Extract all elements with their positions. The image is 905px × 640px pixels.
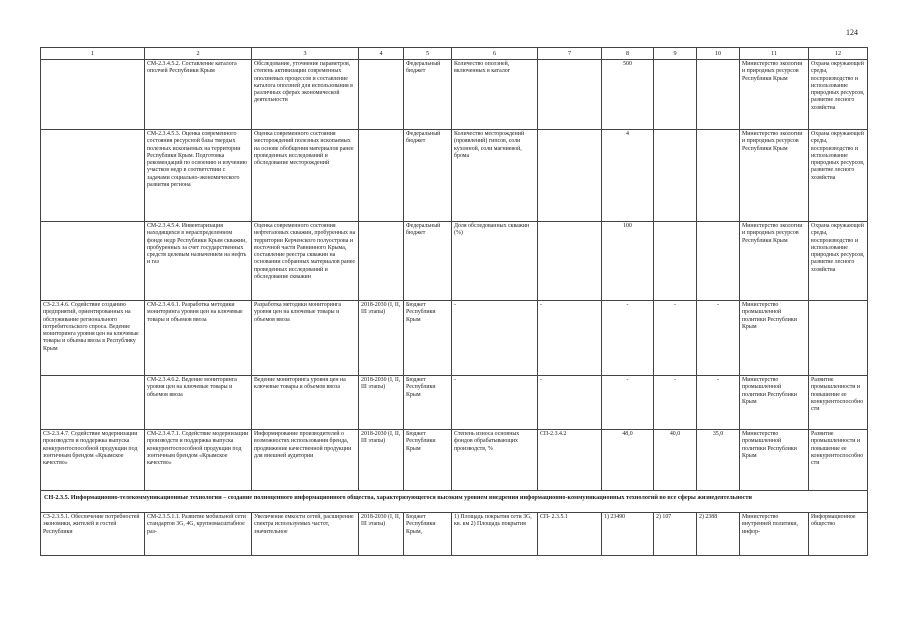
cell-col-5: Федеральный бюджет: [404, 130, 452, 222]
header-cell-11: 11: [740, 48, 809, 60]
cell-col-10: 35,0: [697, 430, 740, 491]
table-row: [41, 222, 868, 301]
cell-col-3: Увеличение емкости сетей, расширение спектра используемых частот, значительное: [252, 513, 359, 556]
cell-col-6: 1) Площадь покрытия сети 3G, кв. км 2) Площадь покрытия: [452, 513, 538, 556]
cell-col-12: Охрана окружающей среды, воспроизводство и использование природных ресурсов, развитие лесного хозяйства: [809, 130, 868, 222]
cell-col-11: Министерство внутренней политики, инфор-: [740, 513, 809, 556]
cell-col-2: СМ-2.3.4.6.2. Ведение мониторинга уровня цен на ключевые товары и объемов ввоза: [145, 376, 252, 430]
header-cell-1: 1: [41, 48, 145, 60]
cell-col-1: [41, 376, 145, 430]
cell-col-11: Министерство экологии и природных ресурсов Республики Крым: [740, 60, 809, 130]
cell-col-10: [697, 222, 740, 301]
cell-col-7: -: [538, 301, 602, 376]
cell-col-8: -: [602, 376, 654, 430]
cell-col-9: -: [654, 301, 697, 376]
cell-col-11: Министерство промышленной политики Республики Крым: [740, 301, 809, 376]
cell-col-6: Количество месторождений (проявлений) гипсов, соли кухонной, соли магниевой, брома: [452, 130, 538, 222]
cell-col-5: Бюджет Республики Крым: [404, 376, 452, 430]
table-row: [41, 376, 868, 430]
cell-col-2: СМ-2.3.4.5.2. Составление каталога ополчей Республики Крым: [145, 60, 252, 130]
cell-col-10: [697, 130, 740, 222]
cell-col-12: Развитие промышленности и повышение ее конкурентоспособности: [809, 376, 868, 430]
cell-col-8: 1) 23490: [602, 513, 654, 556]
cell-col-12: Информационное общество: [809, 513, 868, 556]
cell-col-4: [359, 60, 404, 130]
table-row: [41, 301, 868, 376]
cell-col-1: [41, 60, 145, 130]
cell-col-5: Бюджет Республики Крым,: [404, 513, 452, 556]
cell-col-4: [359, 130, 404, 222]
cell-col-12: Охрана окружающей среды, воспроизводство и использование природных ресурсов, развитие лесного хозяйства: [809, 222, 868, 301]
cell-col-2: СМ-2.3.4.7.1. Содействие модернизации производств и поддержка выпуска конкурентоспособной продукции под зонтичным брендом «Крымское качество»: [145, 430, 252, 491]
cell-col-5: Бюджет Республики Крым: [404, 301, 452, 376]
header-cell-10: 10: [697, 48, 740, 60]
cell-col-2: СМ-2.3.4.5.4. Инвентаризация находящихся в нераспределенном фонде недр Республики Крым скважин, пробуренных за счет государственных средств целевым назначением на нефть и газ: [145, 222, 252, 301]
cell-col-12: Охрана окружающей среды, воспроизводство и использование природных ресурсов, развитие лесного хозяйства: [809, 60, 868, 130]
header-cell-4: 4: [359, 48, 404, 60]
cell-col-4: 2018-2030 (I, II, III этапы): [359, 430, 404, 491]
cell-col-5: Федеральный бюджет: [404, 222, 452, 301]
header-row: [41, 48, 868, 60]
cell-col-7: [538, 222, 602, 301]
cell-col-6: Степень износа основных фондов обрабатывающих производств, %: [452, 430, 538, 491]
cell-col-11: Министерство экологии и природных ресурсов Республики Крым: [740, 130, 809, 222]
cell-col-3: Информирование производителей о возможностях использования бренда, продвижение качественной продукции для внешней аудитории: [252, 430, 359, 491]
cell-col-1: [41, 130, 145, 222]
cell-col-4: 2018-2030 (I, II, III этапы): [359, 513, 404, 556]
cell-col-10: [697, 60, 740, 130]
cell-col-2: СМ-2.3.4.6.1. Разработка методики мониторинга уровня цен на ключевые товары и объемов ввоза: [145, 301, 252, 376]
cell-col-3: Обследование, уточнение параметров, степень активизации современных оползневых процессов и составление каталога оползней для использования в различных сферах экономической деятельности: [252, 60, 359, 130]
program-measures-table: [40, 47, 868, 556]
cell-col-7: -: [538, 376, 602, 430]
cell-col-7: [538, 130, 602, 222]
header-cell-5: 5: [404, 48, 452, 60]
cell-col-9: 2) 107: [654, 513, 697, 556]
cell-col-11: Министерство экологии и природных ресурсов Республики Крым: [740, 222, 809, 301]
cell-col-8: 100: [602, 222, 654, 301]
header-cell-8: 8: [602, 48, 654, 60]
cell-col-3: Оценка современного состояния месторождений полезных ископаемых на основе обобщения материалов ранее проведенных исследований и обследование месторождений: [252, 130, 359, 222]
section-row: [41, 491, 868, 513]
cell-col-2: СМ-2.3.4.5.3. Оценка современного состояния ресурсной базы твердых полезных ископаемых на территории Республики Крым. Подготовка рекомендаций по освоению и изучению участков недр в соответствии с задачами социально-экономического развития региона: [145, 130, 252, 222]
cell-col-6: Количество оползней, включенных в каталог: [452, 60, 538, 130]
header-cell-7: 7: [538, 48, 602, 60]
cell-col-4: [359, 222, 404, 301]
cell-col-7: СП-2.3.4.2: [538, 430, 602, 491]
header-cell-9: 9: [654, 48, 697, 60]
page-number: 124: [846, 28, 858, 37]
cell-col-1: [41, 222, 145, 301]
cell-col-8: 48,0: [602, 430, 654, 491]
header-cell-12: 12: [809, 48, 868, 60]
cell-col-7: СП- 2.3.5.1: [538, 513, 602, 556]
cell-col-1: СЗ-2.3.5.1. Обеспечение потребностей экономики, жителей и гостей Республики: [41, 513, 145, 556]
cell-col-3: Ведение мониторинга уровня цен на ключевые товары и объемов ввоза: [252, 376, 359, 430]
cell-col-5: Бюджет Республики Крым: [404, 430, 452, 491]
table-row: [41, 513, 868, 556]
cell-col-8: 4: [602, 130, 654, 222]
cell-col-6: -: [452, 301, 538, 376]
cell-col-12: [809, 301, 868, 376]
header-cell-3: 3: [252, 48, 359, 60]
cell-col-1: СЗ-2.3.4.7. Содействие модернизации производств и поддержка выпуска конкурентоспособной продукции под зонтичным брендом «Крымское качество»: [41, 430, 145, 491]
cell-col-6: -: [452, 376, 538, 430]
cell-col-10: -: [697, 376, 740, 430]
table-row: [41, 60, 868, 130]
header-cell-6: 6: [452, 48, 538, 60]
header-cell-2: 2: [145, 48, 252, 60]
cell-col-5: Федеральный бюджет: [404, 60, 452, 130]
section-title: СН-2.3.5. Информационно-телекоммуникационные технологии – создание полноценного информационного общества, характеризующегося высоким уровнем внедрения информационно-коммуникационных технологий во все сферы жизнедеятельности: [41, 491, 868, 513]
cell-col-12: Развитие промышленности и повышение ее конкурентоспособности: [809, 430, 868, 491]
table-row: [41, 430, 868, 491]
cell-col-8: -: [602, 301, 654, 376]
cell-col-4: 2018-2030 (I, II, III этапы): [359, 376, 404, 430]
cell-col-9: [654, 130, 697, 222]
cell-col-6: Доля обследованных скважин (%): [452, 222, 538, 301]
cell-col-9: -: [654, 376, 697, 430]
cell-col-10: -: [697, 301, 740, 376]
cell-col-2: СМ-2.3.5.1.1. Развитие мобильной сети стандартов 3G, 4G, крупномасштабное раз-: [145, 513, 252, 556]
cell-col-9: [654, 222, 697, 301]
cell-col-8: 500: [602, 60, 654, 130]
cell-col-1: СЗ-2.3.4.6. Содействие созданию предприятий, ориентированных на обслуживание регионального потребительского спроса. Ведение мониторинга уровня цен на ключевые товары и объемы ввоза в Республику Крым: [41, 301, 145, 376]
table-row: [41, 130, 868, 222]
cell-col-9: 40,0: [654, 430, 697, 491]
cell-col-10: 2) 2388: [697, 513, 740, 556]
cell-col-7: [538, 60, 602, 130]
cell-col-11: Министерство промышленной политики Республики Крым: [740, 376, 809, 430]
table-body: [41, 48, 868, 556]
cell-col-9: [654, 60, 697, 130]
cell-col-3: Оценка современного состояния нефтегазовых скважин, пробуренных на территории Керченского полуострова и восточной части Равнинного Крыма, составление реестра скважин на основании собранных материалов ранее проведенных исследований и обследование скважин: [252, 222, 359, 301]
cell-col-3: Разработка методики мониторинга уровня цен на ключевые товары и объемов ввоза: [252, 301, 359, 376]
cell-col-11: Министерство промышленной политики Республики Крым: [740, 430, 809, 491]
cell-col-4: 2018-2030 (I, II, III этапы): [359, 301, 404, 376]
